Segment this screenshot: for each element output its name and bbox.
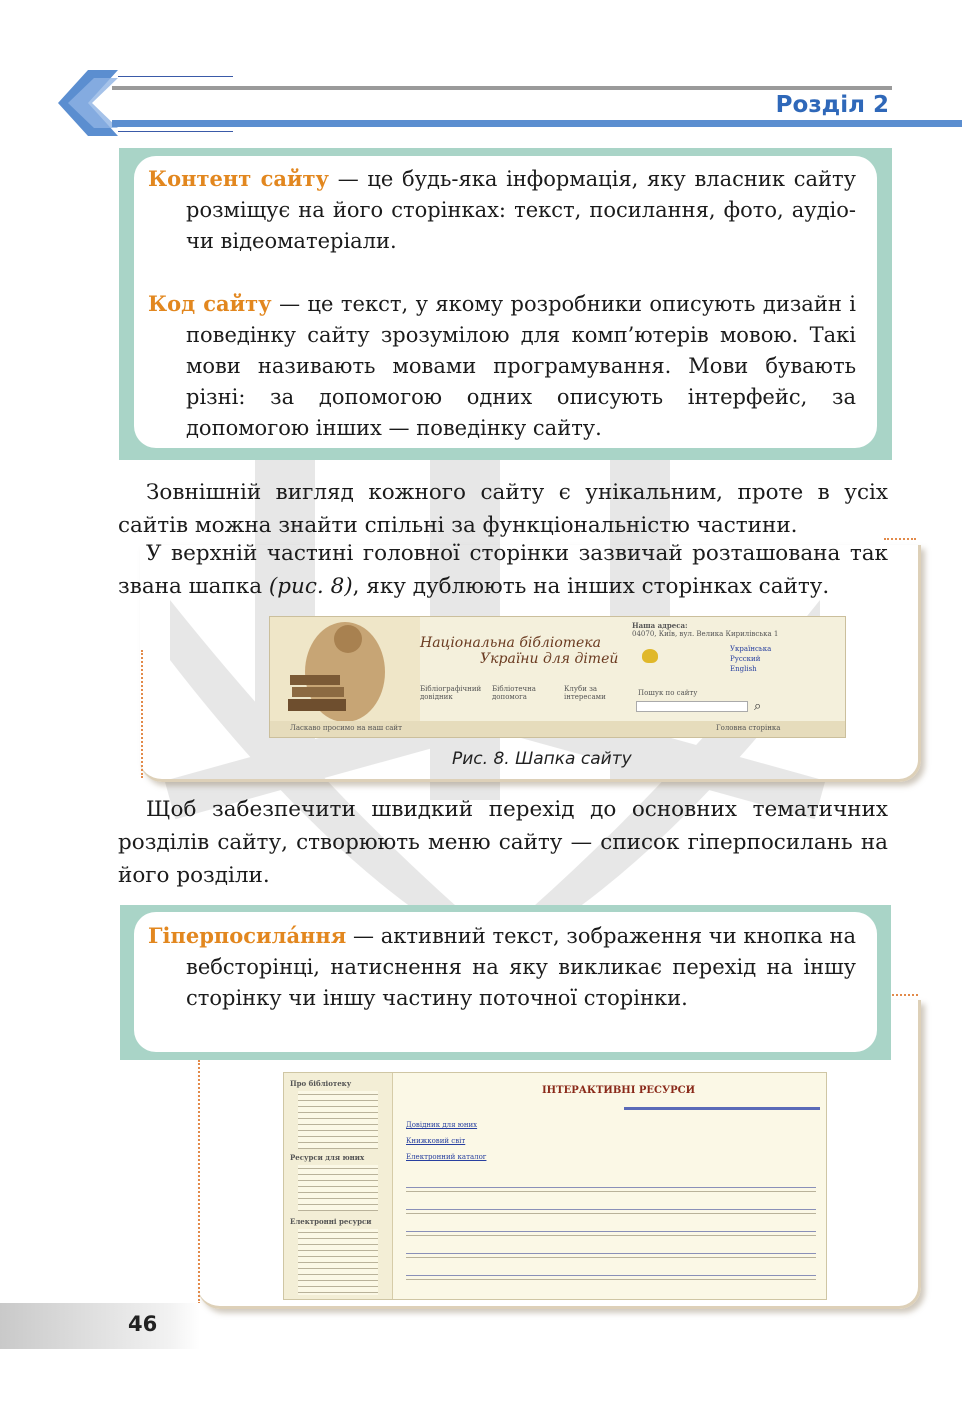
section-title: Розділ 2 bbox=[775, 92, 889, 118]
definition-content-text: — це будь-яка інформація, яку власник сайту розміщує на його сторінках: текст, посилання, фото, аудіо- чи відеоматеріали. bbox=[186, 167, 856, 253]
address-label: Наша адреса: bbox=[632, 621, 688, 630]
search-input[interactable] bbox=[636, 701, 748, 712]
site-title-line2: України для дітей bbox=[480, 651, 619, 667]
paragraph: Зовнішній вигляд кожного сайту є унікальним, проте в усіх сайтів можна знайти спільні за функціональністю частини. bbox=[118, 480, 888, 538]
body-text bbox=[118, 476, 888, 542]
paragraph bbox=[118, 537, 888, 603]
header-thin-line bbox=[118, 76, 233, 77]
welcome-text: Ласкаво просимо на наш сайт bbox=[290, 724, 402, 732]
resource-link[interactable]: Електронний каталог bbox=[406, 1153, 487, 1161]
site-title-line1: Національна бібліотека bbox=[420, 635, 602, 651]
search-label: Пошук по сайту bbox=[638, 689, 698, 697]
definition-text bbox=[148, 920, 856, 1014]
definition-code bbox=[148, 288, 856, 444]
page-heading: ІНТЕРАКТИВНІ РЕСУРСИ bbox=[542, 1085, 696, 1096]
term-code: Код сайту bbox=[148, 291, 272, 316]
resource-link[interactable]: Довідник для юних bbox=[406, 1121, 478, 1129]
language-en[interactable]: English bbox=[730, 665, 757, 673]
resource-link[interactable]: Книжковий світ bbox=[406, 1137, 466, 1145]
header-rule-gray bbox=[112, 86, 892, 90]
site-header-screenshot bbox=[269, 616, 846, 738]
top-link[interactable] bbox=[624, 1107, 820, 1110]
menu-items bbox=[298, 1165, 378, 1211]
body-text bbox=[118, 537, 888, 603]
search-icon[interactable]: ⌕ bbox=[754, 699, 762, 714]
language-ru[interactable]: Русский bbox=[730, 655, 761, 663]
nav-item[interactable]: Бібліографічний довідник bbox=[420, 685, 482, 701]
address-text: 04070, Київ, вул. Велика Кирилівська 1 bbox=[632, 630, 779, 638]
site-menu-screenshot bbox=[283, 1072, 827, 1300]
menu-items bbox=[298, 1229, 378, 1295]
header-thin-line bbox=[118, 131, 233, 132]
paragraph-part: У верхній частині головної сторінки зазвичай розташована так звана шапка bbox=[118, 541, 888, 599]
frame-dotted-top bbox=[892, 994, 918, 996]
term-content: Контент сайту bbox=[148, 166, 329, 191]
language-ua[interactable]: Українська bbox=[730, 645, 772, 653]
definition-code-text: — це текст, у якому розробники описують дизайн і поведінку сайту зрозумілою для комп’ютерів мовою. Такі мови називають мовами програмування. Мови бувають різні: за допомогою одних описують інтерфейс, за допомогою інших — поведінку сайту. bbox=[186, 292, 856, 440]
figure-caption: Рис. 8. Шапка сайту bbox=[452, 749, 632, 769]
nav-item[interactable]: Клуби за інтересами bbox=[564, 685, 606, 701]
paragraph: Щоб забезпечити швидкий перехід до основних тематичних розділів сайту, створюють меню сайту — список гіперпосилань на його розділи. bbox=[118, 797, 888, 888]
menu-section[interactable]: Електронні ресурси bbox=[290, 1217, 372, 1226]
page-number: 46 bbox=[128, 1312, 158, 1336]
menu-section[interactable]: Ресурси для юних bbox=[290, 1153, 365, 1162]
body-text bbox=[118, 793, 888, 892]
menu-items bbox=[298, 1091, 378, 1149]
frame-dotted-left bbox=[198, 1060, 200, 1304]
frame-dotted-left bbox=[141, 650, 143, 778]
nav-item[interactable]: Бібліотечна допомога bbox=[492, 685, 536, 701]
footer-band bbox=[0, 1303, 200, 1349]
definition-text bbox=[148, 163, 856, 444]
figure-reference: (рис. 8) bbox=[268, 574, 353, 599]
definition-hyperlink-text: — активний текст, зображення чи кнопка на вебсторінці, натиснення на яку викликає перехід на іншу сторінку чи іншу частину поточної сторінки. bbox=[186, 924, 856, 1010]
frame-dotted-top bbox=[884, 538, 916, 540]
definition-hyperlink bbox=[148, 920, 856, 1014]
term-hyperlink: Гіперпосила́ння bbox=[148, 923, 347, 948]
header-rule-blue bbox=[112, 120, 962, 127]
home-link[interactable]: Головна сторінка bbox=[716, 724, 781, 732]
definition-content bbox=[148, 163, 856, 257]
chapter-arrow-icon bbox=[58, 70, 120, 136]
paragraph-part: , яку дублюють на інших сторінках сайту. bbox=[352, 574, 830, 599]
emblem-icon bbox=[642, 649, 658, 663]
resource-list bbox=[406, 1177, 816, 1295]
reading-statue-image bbox=[270, 617, 420, 737]
menu-section[interactable]: Про бібліотеку bbox=[290, 1079, 352, 1088]
